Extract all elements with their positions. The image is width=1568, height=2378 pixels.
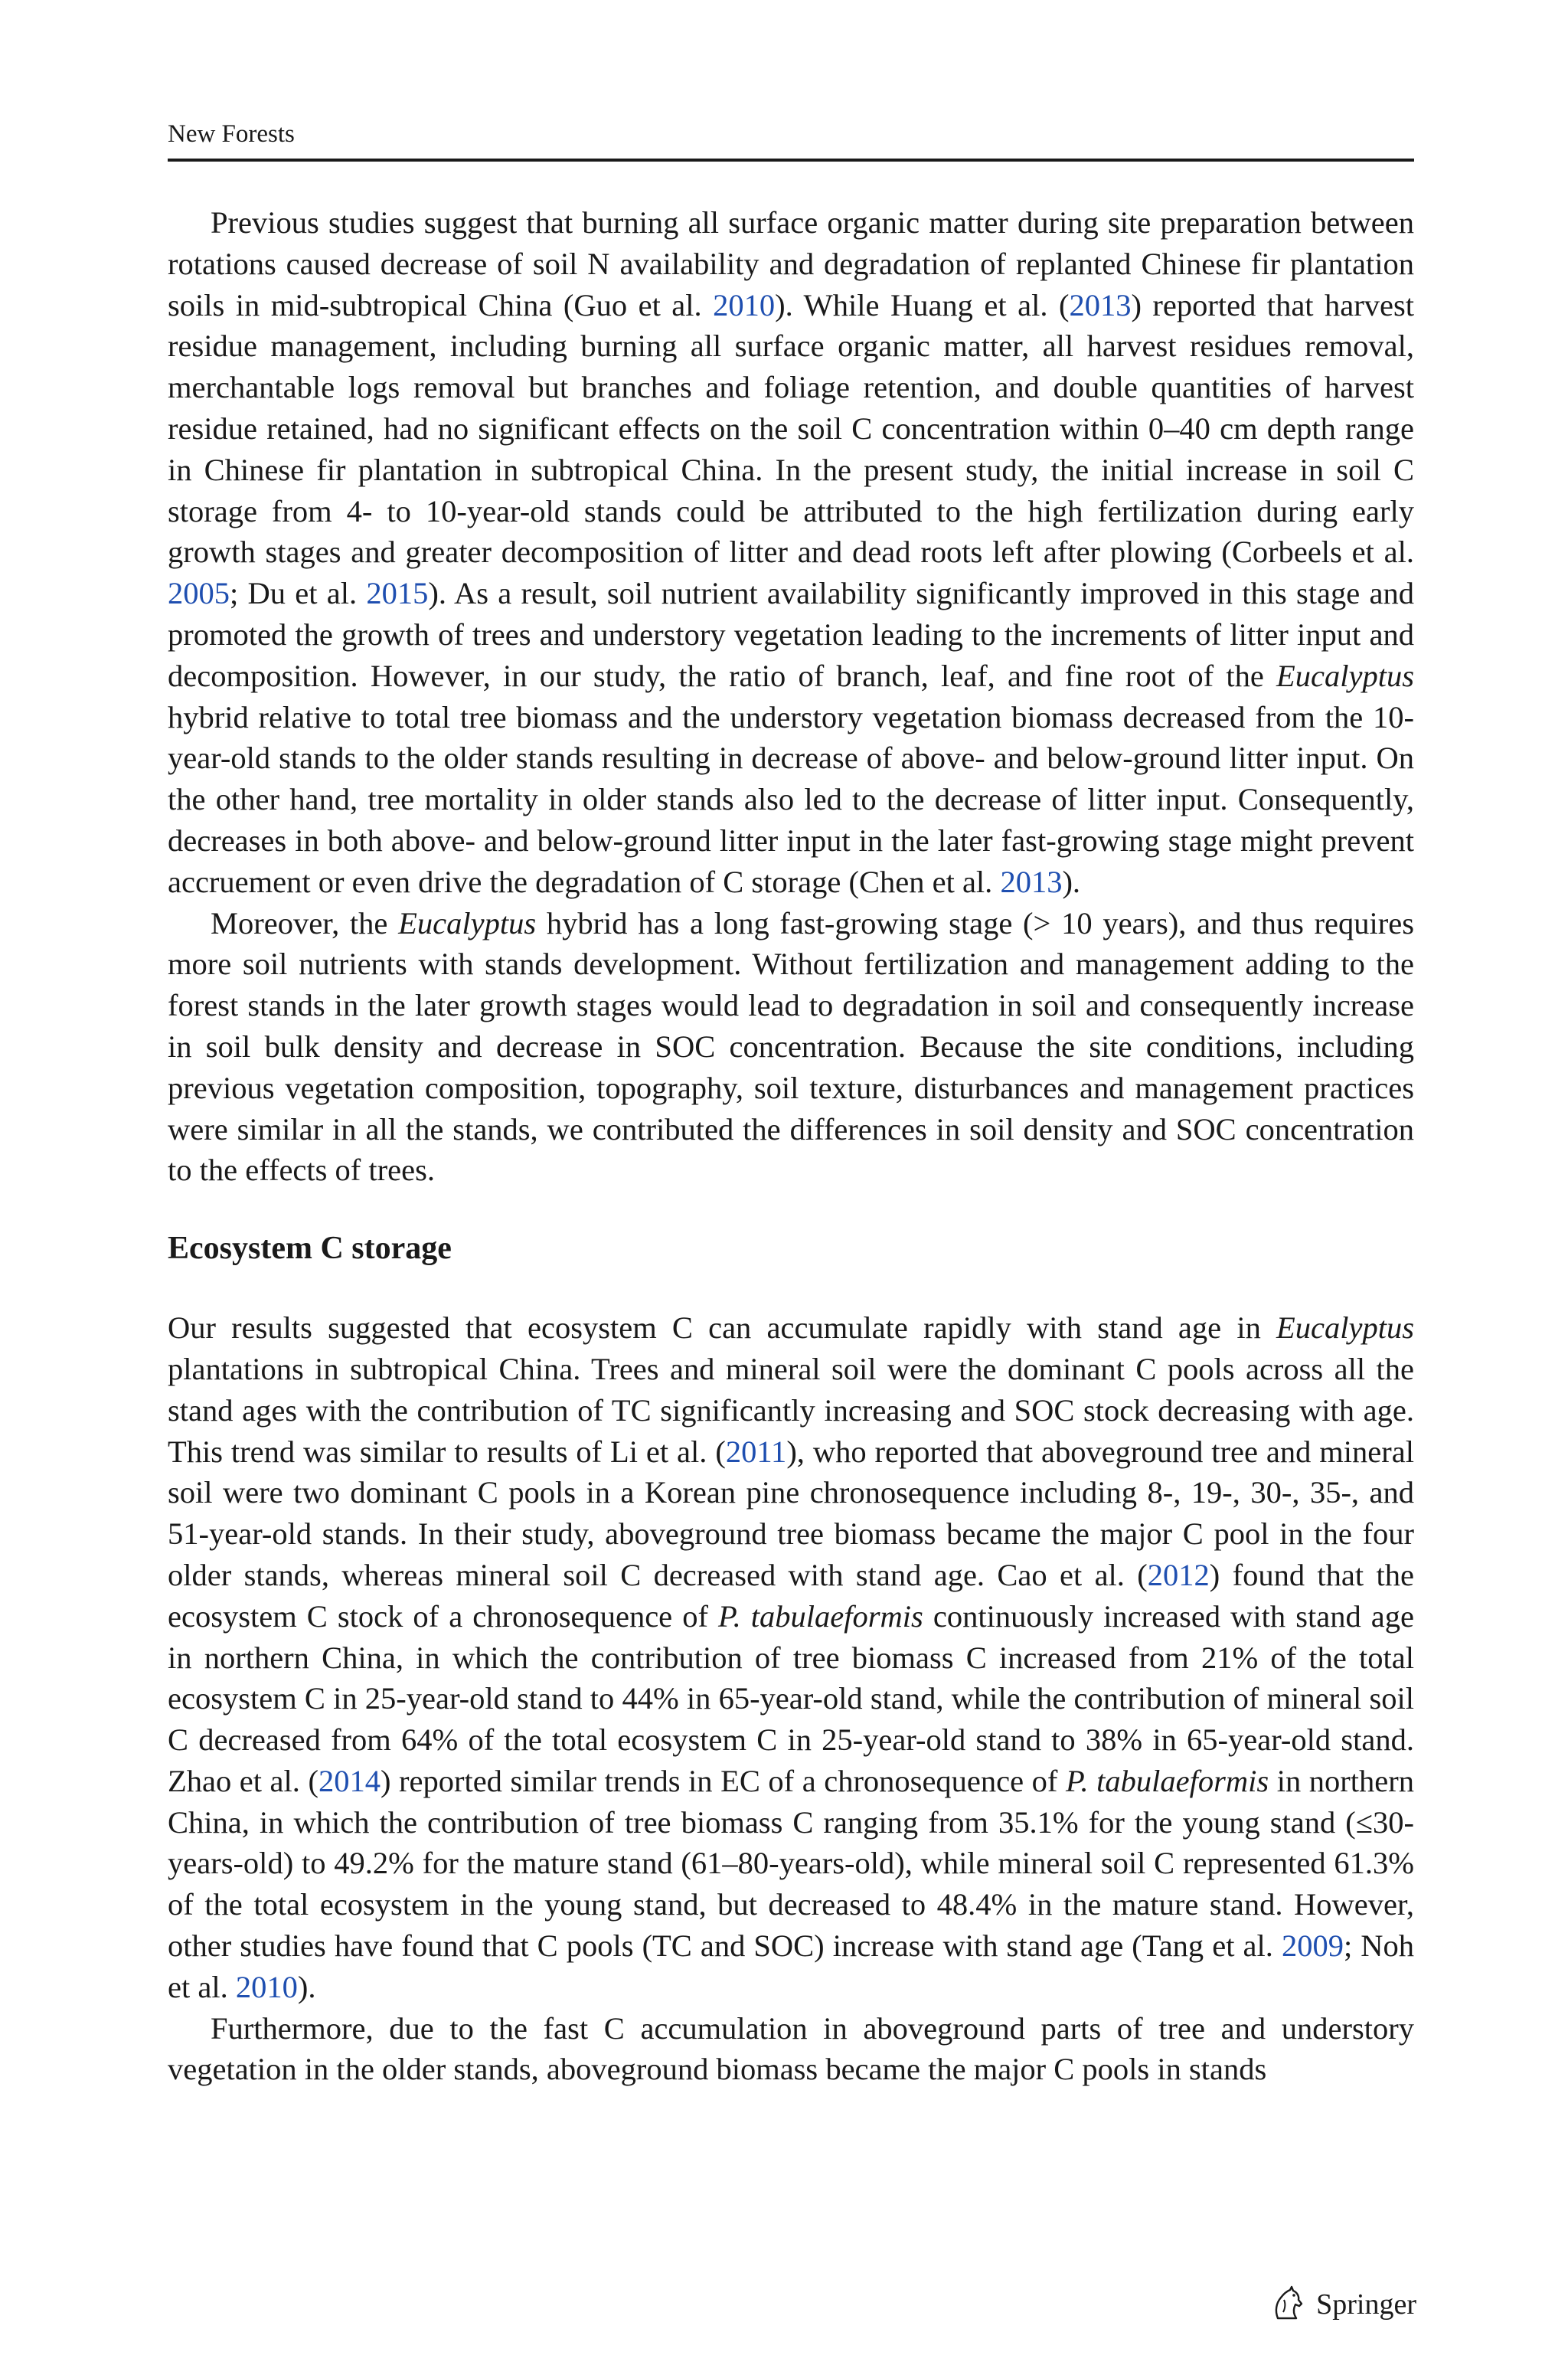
citation-link[interactable]: 2013 xyxy=(1069,287,1132,322)
citation-link[interactable]: 2005 xyxy=(168,576,230,611)
paragraph-2 xyxy=(168,903,1414,1192)
paragraph-4 xyxy=(168,2008,1414,2091)
citation-link[interactable]: 2011 xyxy=(725,1434,787,1469)
header-rule xyxy=(168,159,1414,162)
text-run: continuously increased with stand age in northern China, in which the contribution of tree biomass C increased from 21% of the total ecosystem C in 25-year-old stand to 44% in 65-year-old stand, while the contribution of mineral soil C decreased from 64% of the total ecosystem C in 25-year-old stand to 38% in 65-year-old stand. Zhao et al. ( xyxy=(168,1598,1414,1798)
section-heading: Ecosystem C storage xyxy=(168,1231,452,1267)
paragraph-1 xyxy=(168,202,1414,903)
citation-link[interactable]: 2014 xyxy=(318,1763,381,1798)
text-run: ). While Huang et al. ( xyxy=(775,287,1070,322)
text-run: ; Du et al. xyxy=(230,576,367,611)
species-name: Eucalyptus xyxy=(1276,1310,1414,1346)
text-run: ; Noh et al. xyxy=(168,1928,1415,2004)
text-run: Previous studies suggest that burning all surface organic matter during site preparation between rotations caused decrease of soil N availability and degradation of replanted Chinese fir plantation soils in mid-subtropical China (Guo et al. xyxy=(168,205,1414,322)
body-text xyxy=(168,202,1414,2090)
citation-link[interactable]: 2010 xyxy=(235,1969,298,2004)
springer-horse-icon xyxy=(1267,2285,1307,2324)
text-run: ), who reported that aboveground tree and mineral soil were two dominant C pools in a Korean pine chronosequence including 8-, 19-, 30-, 35-, and 51-year-old stands. In their study, aboveground tree biomass became the major C pool in the four older stands, whereas mineral soil C decreased with stand age. Cao et al. ( xyxy=(168,1434,1414,1592)
publisher-name: Springer xyxy=(1316,2288,1416,2321)
citation-link[interactable]: 2013 xyxy=(1000,864,1063,899)
text-run: ). xyxy=(1062,864,1081,899)
species-name: P. tabulaeformis xyxy=(1065,1763,1269,1798)
text-run: ) reported that harvest residue management, including burning all surface organic matter, all harvest residues removal, merchantable logs removal but branches and foliage retention, and double quantities of harvest residue retained, had no significant effects on the soil C concentration within 0–40 cm depth range in Chinese fir plantation in subtropical China. In the present study, the initial increase in soil C storage from 4- to 10-year-old stands could be attributed to the high fertilization during early growth stages and greater decomposition of litter and dead roots left after plowing (Corbeels et al. xyxy=(168,287,1414,570)
species-name: Eucalyptus xyxy=(398,905,537,940)
running-head: New Forests xyxy=(168,120,295,148)
citation-link[interactable]: 2009 xyxy=(1281,1928,1344,1964)
species-name: Eucalyptus xyxy=(1276,658,1414,693)
citation-link[interactable]: 2010 xyxy=(713,287,776,322)
citation-link[interactable]: 2012 xyxy=(1147,1557,1210,1592)
paragraph-3 xyxy=(168,1307,1414,2008)
text-run: in northern China, in which the contribution of tree biomass C ranging from 35.1% for the young stand (≤30-years-old) to 49.2% for the mature stand (61–80-years-old), while mineral soil C represented 61.3% of the total ecosystem in the young stand, but decreased to 48.4% in the mature stand. However, other studies have found that C pools (TC and SOC) increase with stand age (Tang et al. xyxy=(168,1763,1414,1964)
text-run: hybrid relative to total tree biomass and the understory vegetation biomass decreased from the 10-year-old stands to the older stands resulting in decrease of above- and below-ground litter input. On the other hand, tree mortality in older stands also led to the decrease of litter input. Consequently, decreases in both above- and below-ground litter input in the later fast-growing stage might prevent accruement or even drive the degradation of C storage (Chen et al. xyxy=(168,699,1414,899)
text-run: ). xyxy=(297,1969,316,2004)
text-run: ) reported similar trends in EC of a chronosequence of xyxy=(380,1763,1066,1798)
text-run: Moreover, the xyxy=(211,905,399,940)
text-run: Our results suggested that ecosystem C can accumulate rapidly with stand age in xyxy=(168,1310,1277,1346)
footer xyxy=(1087,2281,1416,2328)
text-run: Furthermore, due to the fast C accumulation in aboveground parts of tree and understory vegetation in the older stands, aboveground biomass became the major C pools in stands xyxy=(168,2010,1414,2087)
citation-link[interactable]: 2015 xyxy=(366,576,429,611)
species-name: P. tabulaeformis xyxy=(718,1598,923,1634)
text-run: hybrid has a long fast-growing stage (> 10 years), and thus requires more soil nutrients with stands development. Without fertilization and management adding to the forest stands in the later growth stages would lead to degradation in soil and consequently increase in soil bulk density and decrease in SOC concentration. Because the site conditions, including previous vegetation composition, topography, soil texture, disturbances and management practices were similar in all the stands, we contributed the differences in soil density and SOC concentration to the effects of trees. xyxy=(168,905,1414,1188)
text-run: plantations in subtropical China. Trees and mineral soil were the dominant C pools across all the stand ages with the contribution of TC significantly increasing and SOC stock decreasing with age. This trend was similar to results of Li et al. ( xyxy=(168,1351,1414,1469)
text-run: ). As a result, soil nutrient availability significantly improved in this stage and promoted the growth of trees and understory vegetation leading to the increments of litter input and decomposition. However, in our study, the ratio of branch, leaf, and fine root of the xyxy=(168,576,1414,693)
text-run: ) found that the ecosystem C stock of a chronosequence of xyxy=(168,1557,1414,1634)
